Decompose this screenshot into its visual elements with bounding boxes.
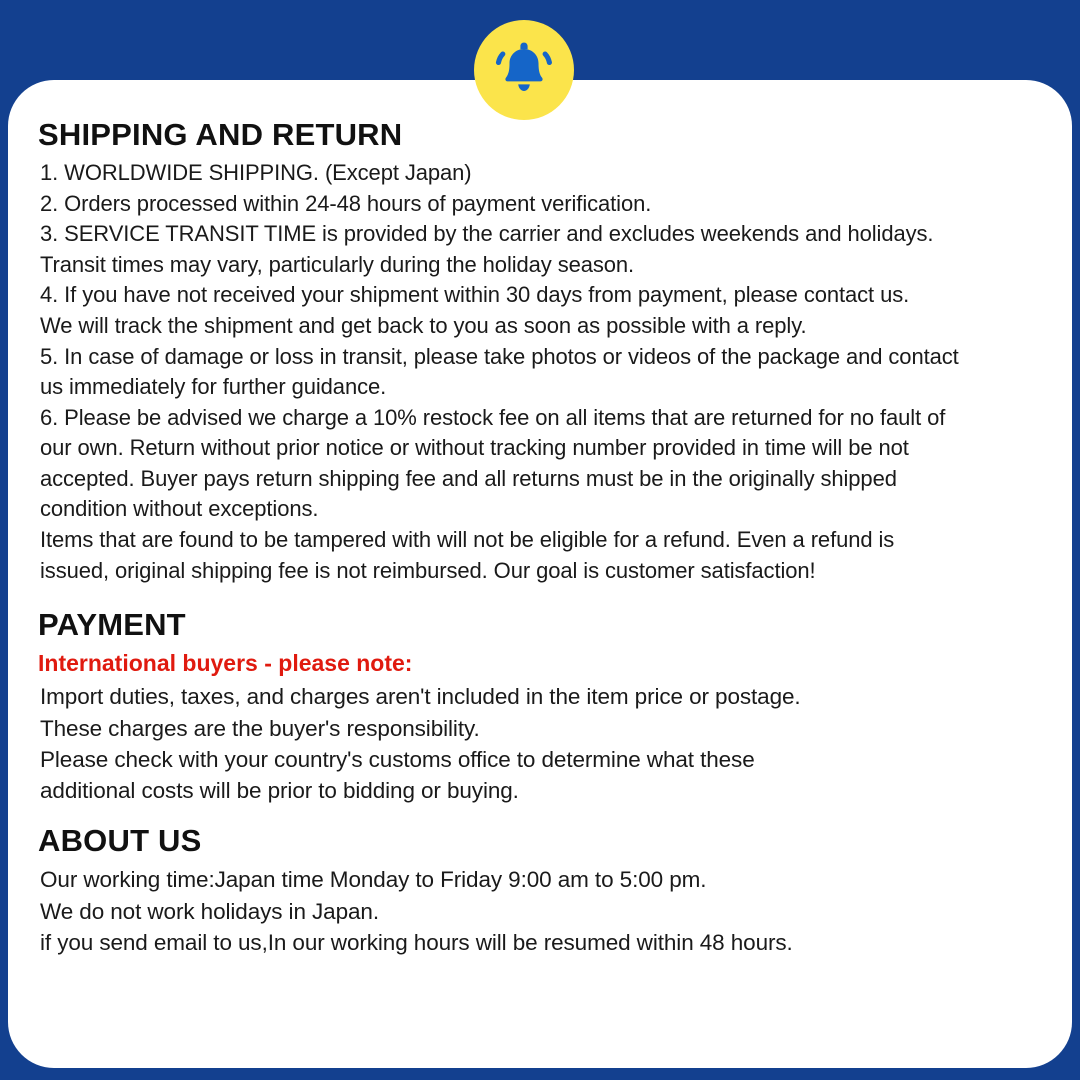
shipping-line: We will track the shipment and get back to you as soon as possible with a reply. (40, 312, 807, 338)
shipping-line: 2. Orders processed within 24-48 hours of payment verification. (40, 190, 652, 216)
shipping-line: Items that are found to be tampered with will not be eligible for a refund. Even a refund is (40, 527, 895, 553)
shipping-line: issued, original shipping fee is not reimbursed. Our goal is customer satisfaction! (40, 557, 816, 583)
about-section-title: ABOUT US (38, 823, 202, 859)
shipping-line: accepted. Buyer pays return shipping fee and all returns must be in the originally shipped (40, 465, 897, 491)
shipping-line: 6. Please be advised we charge a 10% restock fee on all items that are returned for no fault of (40, 404, 946, 430)
shipping-line: 3. SERVICE TRANSIT TIME is provided by the carrier and excludes weekends and holidays. (40, 221, 934, 247)
shipping-line: 5. In case of damage or loss in transit, please take photos or videos of the package and contact (40, 343, 959, 369)
shipping-line: condition without exceptions. (40, 496, 319, 522)
bell-icon (474, 20, 574, 120)
shipping-line: our own. Return without prior notice or without tracking number provided in time will be not (40, 435, 909, 461)
shipping-line: us immediately for further guidance. (40, 374, 387, 400)
payment-lines (38, 681, 1042, 806)
payment-line: These charges are the buyer's responsibility. (40, 715, 480, 741)
about-line: if you send email to us,In our working hours will be resumed within 48 hours. (40, 930, 793, 956)
payment-line: Import duties, taxes, and charges aren't included in the item price or postage. (40, 684, 801, 710)
content-card (8, 80, 1072, 1068)
about-line: Our working time:Japan time Monday to Friday 9:00 am to 5:00 pm. (40, 867, 707, 893)
payment-line: additional costs will be prior to bidding or buying. (40, 778, 519, 804)
payment-section-title: PAYMENT (38, 607, 186, 643)
about-line: We do not work holidays in Japan. (40, 898, 379, 924)
shipping-section-title: SHIPPING AND RETURN (38, 117, 403, 152)
about-lines (38, 864, 1042, 958)
international-buyers-notice: International buyers - please note: (38, 650, 413, 677)
shipping-line: 4. If you have not received your shipment within 30 days from payment, please contact us. (40, 282, 910, 308)
payment-line: Please check with your country's customs office to determine what these (40, 746, 755, 772)
shipping-line: Transit times may vary, particularly during the holiday season. (40, 251, 635, 277)
shipping-line: 1. WORLDWIDE SHIPPING. (Except Japan) (40, 160, 472, 186)
shipping-lines (38, 158, 1042, 586)
